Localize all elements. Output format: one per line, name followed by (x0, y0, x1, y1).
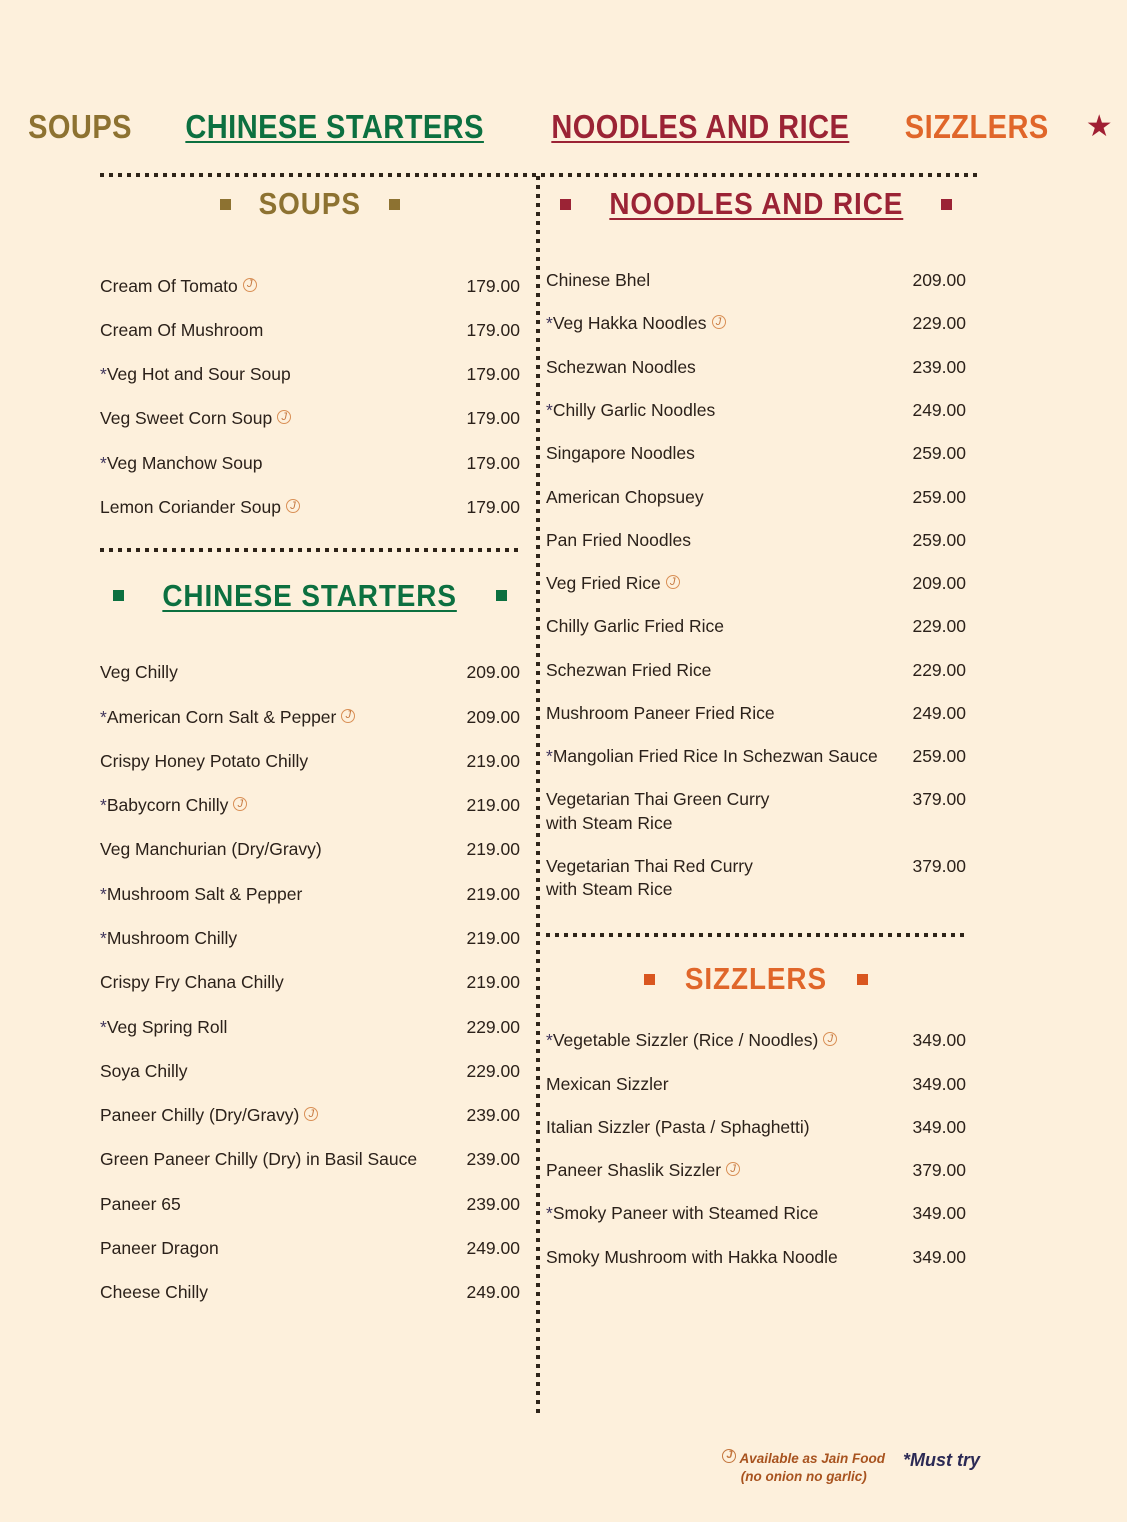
menu-item-row (546, 845, 966, 911)
section-heading-soups (100, 186, 520, 222)
menu-item-price: 349.00 (912, 1030, 966, 1051)
menu-item-price: 209.00 (912, 573, 966, 594)
must-try-asterisk-icon: * (100, 927, 107, 948)
must-try-asterisk-icon: * (546, 1203, 553, 1224)
column-divider (536, 176, 540, 1418)
menu-item-price: 219.00 (466, 927, 520, 948)
menu-item-price: 179.00 (466, 364, 520, 385)
menu-item-name: *Mushroom Salt & Pepper (100, 883, 303, 904)
menu-item-name: *Chilly Garlic Noodles (546, 399, 716, 420)
menu-item-name: Smoky Mushroom with Hakka Noodle (546, 1246, 838, 1267)
menu-item-price: 229.00 (912, 616, 966, 637)
menu-item-price: 229.00 (466, 1016, 520, 1037)
square-bullet-icon (644, 974, 655, 985)
section-rule-left (100, 548, 520, 552)
jain-icon (243, 278, 257, 292)
legend-jain (722, 1449, 885, 1486)
menu-item-price: 209.00 (466, 706, 520, 727)
banner-bottom-rule (100, 173, 980, 177)
menu-item-price: 249.00 (466, 1237, 520, 1258)
menu-item-name: Veg Chilly (100, 662, 178, 683)
menu-item-price: 239.00 (466, 1149, 520, 1170)
menu-item-price: 219.00 (466, 883, 520, 904)
menu-item-name: *Veg Manchow Soup (100, 452, 263, 473)
menu-item-name: Chilly Garlic Fried Rice (546, 616, 724, 637)
square-bullet-icon (560, 199, 571, 210)
menu-item-row (546, 475, 966, 518)
menu-item-row (100, 353, 520, 397)
star-icon-left (0, 112, 8, 142)
menu-item-name: Crispy Honey Potato Chilly (100, 750, 309, 771)
menu-item-name: Mexican Sizzler (546, 1073, 669, 1094)
menu-item-price: 259.00 (912, 443, 966, 464)
menu-item-row (100, 308, 520, 352)
menu-item-row (100, 961, 520, 1005)
menu-item-row (100, 695, 520, 739)
menu-item-row (100, 739, 520, 783)
menu-item-price: 179.00 (466, 408, 520, 429)
must-try-asterisk-icon: * (546, 399, 553, 420)
menu-item-price: 349.00 (912, 1246, 966, 1267)
menu-item-row (100, 651, 520, 695)
menu-item-name: Paneer Shaslik Sizzler J (546, 1159, 900, 1182)
section-heading-noodles-and-rice (546, 186, 966, 222)
menu-item-row (546, 1062, 966, 1105)
menu-item-row (546, 778, 966, 844)
jain-icon (286, 499, 300, 513)
menu-item-row (100, 485, 520, 529)
menu-item-price: 219.00 (466, 795, 520, 816)
menu-item-name: Mushroom Paneer Fried Rice (546, 702, 775, 723)
jain-icon (726, 1162, 740, 1176)
menu-item-row (546, 1019, 966, 1062)
must-try-asterisk-icon: * (100, 883, 107, 904)
menu-item-row (546, 1192, 966, 1235)
menu-item-price: 259.00 (912, 529, 966, 550)
legend-jain-text: Available as Jain Food (739, 1450, 885, 1466)
section-heading-sizzlers (546, 961, 966, 997)
menu-item-row (546, 1149, 966, 1192)
jain-icon (666, 575, 680, 589)
menu-item-price: 349.00 (912, 1203, 966, 1224)
menu-item-name: Veg Manchurian (Dry/Gravy) (100, 839, 322, 860)
menu-item-name: American Chopsuey (546, 486, 704, 507)
menu-item-price: 179.00 (466, 319, 520, 340)
must-try-asterisk-icon: * (100, 364, 107, 385)
menu-item-name: Lemon Coriander Soup J (100, 496, 454, 519)
left-column (100, 186, 520, 1315)
menu-item-price: 249.00 (466, 1282, 520, 1303)
menu-item-row (100, 441, 520, 485)
menu-item-name: Pan Fried Noodles (546, 529, 691, 550)
menu-item-name: Vegetarian Thai Red Curry with Steam Rice (546, 855, 753, 899)
jain-icon (233, 797, 247, 811)
menu-item-price: 379.00 (912, 1160, 966, 1181)
must-try-asterisk-icon: * (546, 746, 553, 767)
menu-item-price: 349.00 (912, 1116, 966, 1137)
menu-item-row (546, 735, 966, 778)
menu-item-row (100, 872, 520, 916)
menu-item-name: Veg Fried Rice J (546, 572, 900, 595)
menu-item-name: Cheese Chilly (100, 1282, 208, 1303)
menu-item-price: 379.00 (912, 855, 966, 876)
menu-item-row (546, 259, 966, 302)
menu-item-name: Soya Chilly (100, 1060, 188, 1081)
menu-item-row (546, 649, 966, 692)
menu-item-price: 219.00 (466, 839, 520, 860)
item-list-sizzlers (546, 1019, 966, 1279)
menu-item-name: *Vegetable Sizzler (Rice / Noodles) J (546, 1029, 900, 1052)
square-bullet-icon (220, 199, 231, 210)
jain-icon (277, 410, 291, 424)
menu-item-name: Singapore Noodles (546, 443, 695, 464)
menu-item-name: *Mushroom Chilly (100, 927, 238, 948)
menu-item-row (100, 828, 520, 872)
menu-item-price: 229.00 (912, 313, 966, 334)
menu-item-row (100, 1226, 520, 1270)
section-heading-chinese-starters (100, 578, 520, 614)
menu-item-row (100, 1138, 520, 1182)
section-sizzlers (546, 961, 966, 1279)
menu-item-row (100, 784, 520, 828)
menu-item-name: *Smoky Paneer with Steamed Rice (546, 1203, 819, 1224)
item-list-chinese-starters (100, 651, 520, 1315)
footer-legend (722, 1449, 980, 1486)
item-list-noodles-and-rice (546, 259, 966, 911)
menu-item-price: 239.00 (466, 1105, 520, 1126)
menu-item-price: 209.00 (466, 662, 520, 683)
menu-item-name: *Mangolian Fried Rice In Schezwan Sauce (546, 746, 878, 767)
must-try-asterisk-icon: * (100, 706, 107, 727)
menu-item-name: Paneer 65 (100, 1193, 181, 1214)
menu-item-price: 379.00 (912, 789, 966, 810)
menu-item-name: Italian Sizzler (Pasta / Sphaghetti) (546, 1116, 810, 1137)
square-bullet-icon (113, 590, 124, 601)
menu-item-price: 349.00 (912, 1073, 966, 1094)
menu-item-row (546, 562, 966, 605)
banner-word-noodles-and-rice: NOODLES AND RICE (550, 108, 849, 145)
menu-item-row (100, 1182, 520, 1226)
menu-item-row (100, 1094, 520, 1138)
legend-must-try: *Must try (902, 1449, 980, 1470)
banner-word-chinese-starters: CHINESE STARTERS (185, 108, 485, 145)
jain-icon (823, 1032, 837, 1046)
menu-item-price: 259.00 (912, 746, 966, 767)
menu-item-row (100, 1049, 520, 1093)
menu-item-price: 219.00 (466, 972, 520, 993)
menu-item-name: *American Corn Salt & Pepper J (100, 706, 454, 729)
square-bullet-icon (941, 199, 952, 210)
legend-jain-line-2: (no onion no garlic) (740, 1468, 867, 1484)
jain-icon (722, 1449, 736, 1463)
menu-item-name: Paneer Dragon (100, 1237, 219, 1258)
menu-item-price: 179.00 (466, 275, 520, 296)
menu-item-row (546, 692, 966, 735)
section-title: CHINESE STARTERS (162, 577, 458, 613)
menu-item-name: Chinese Bhel (546, 270, 651, 291)
menu-item-row (100, 264, 520, 308)
menu-item-price: 229.00 (912, 659, 966, 680)
menu-item-row (546, 432, 966, 475)
menu-item-name: Cream Of Mushroom (100, 319, 264, 340)
menu-item-price: 229.00 (466, 1060, 520, 1081)
section-noodles-and-rice (546, 186, 966, 911)
menu-item-price: 239.00 (912, 356, 966, 377)
square-bullet-icon (496, 590, 507, 601)
star-icon-right: ★ (1085, 110, 1113, 143)
menu-item-row (546, 302, 966, 345)
menu-item-price: 259.00 (912, 486, 966, 507)
menu-item-name: *Veg Spring Roll (100, 1016, 228, 1037)
menu-item-row (100, 916, 520, 960)
menu-item-row (100, 1271, 520, 1315)
menu-item-name: Schezwan Fried Rice (546, 659, 712, 680)
menu-item-name: Crispy Fry Chana Chilly (100, 972, 284, 993)
menu-item-name: Schezwan Noodles (546, 356, 696, 377)
section-chinese-starters (100, 578, 520, 1315)
menu-item-name: *Veg Hot and Sour Soup (100, 364, 291, 385)
menu-item-name: Green Paneer Chilly (Dry) in Basil Sauce (100, 1149, 418, 1170)
jain-icon (341, 709, 355, 723)
legend-jain-line-1 (722, 1449, 885, 1468)
menu-item-price: 219.00 (466, 750, 520, 771)
menu-item-price: 179.00 (466, 497, 520, 517)
menu-item-price: 239.00 (466, 1193, 520, 1214)
square-bullet-icon (857, 974, 868, 985)
menu-item-row (100, 397, 520, 441)
must-try-asterisk-icon: * (100, 452, 107, 473)
menu-item-name: *Babycorn Chilly J (100, 794, 454, 817)
menu-item-price: 249.00 (912, 702, 966, 723)
menu-item-name: *Veg Hakka Noodles J (546, 312, 900, 335)
right-column (546, 186, 966, 1279)
must-try-asterisk-icon: * (546, 1030, 553, 1051)
menu-item-price: 179.00 (466, 452, 520, 473)
menu-item-price: 249.00 (912, 399, 966, 420)
banner-word-sizzlers: SIZZLERS (905, 108, 1049, 145)
section-rule-right (546, 933, 966, 937)
section-soups (100, 186, 520, 530)
menu-item-price: 209.00 (912, 270, 966, 291)
square-bullet-icon (389, 199, 400, 210)
menu-item-row (100, 1005, 520, 1049)
section-title: SIZZLERS (684, 961, 828, 997)
menu-item-row (546, 1236, 966, 1279)
menu-item-row (546, 1106, 966, 1149)
menu-item-name: Paneer Chilly (Dry/Gravy) J (100, 1104, 454, 1127)
menu-item-name: Cream Of Tomato J (100, 275, 454, 298)
must-try-asterisk-icon: * (100, 1016, 107, 1037)
menu-item-row (546, 389, 966, 432)
must-try-asterisk-icon: * (100, 795, 107, 816)
item-list-soups (100, 264, 520, 530)
section-title: NOODLES AND RICE (609, 186, 903, 221)
must-try-asterisk-icon: * (546, 313, 553, 334)
jain-icon (304, 1107, 318, 1121)
banner-word-soups: SOUPS (28, 108, 133, 145)
menu-item-row (546, 605, 966, 648)
menu-item-name: Vegetarian Thai Green Curry with Steam Rice (546, 789, 770, 833)
menu-item-row (546, 346, 966, 389)
menu-item-row (546, 519, 966, 562)
section-title: SOUPS (258, 186, 362, 221)
jain-icon (712, 315, 726, 329)
menu-banner (0, 108, 1113, 146)
menu-item-name: Veg Sweet Corn Soup J (100, 407, 454, 430)
